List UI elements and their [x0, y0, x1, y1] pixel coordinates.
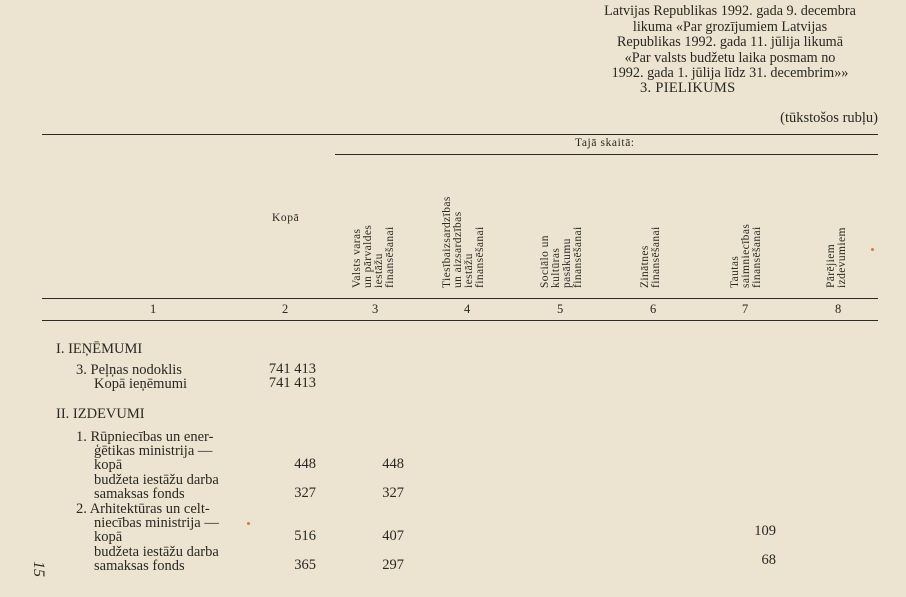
row-label: Kopā ieņēmumi	[94, 376, 188, 392]
fund-label-line: samaksas fonds	[94, 558, 185, 574]
col-header-6: Zinātnes finansēšanai	[639, 226, 662, 288]
row-label: 3. Peļņas nodoklis	[76, 362, 182, 378]
fund-label-line: samaksas fonds	[94, 486, 185, 502]
units-note: (tūkstošos rubļu)	[780, 110, 878, 126]
row-total: 741 413	[268, 361, 316, 377]
fund-total: 327	[294, 485, 316, 501]
page-number: 15	[30, 561, 47, 577]
fund-label-line: budžeta iestāžu darba	[94, 472, 219, 488]
item-total: 448	[294, 456, 316, 472]
col-number: 5	[557, 302, 564, 316]
ink-speck	[871, 248, 874, 251]
table-top-rule	[42, 134, 878, 135]
group-header-rule	[335, 154, 878, 155]
col-header-4: Tiesībaizsardzības un aizsardzības iestāžu finansēšanai	[441, 196, 486, 288]
header-bottom-rule	[42, 298, 878, 299]
fund-col3: 327	[382, 485, 404, 501]
section-title-income: I. IEŅĒMUMI	[56, 341, 143, 357]
document-heading	[560, 4, 900, 82]
row-total: 741 413	[268, 375, 316, 391]
appendix-label: 3. PIELIKUMS	[640, 80, 736, 96]
col-header-7: Tautas saimniecības finansēšanai	[729, 223, 763, 288]
col-number: 7	[742, 302, 749, 316]
col-number: 8	[835, 302, 842, 316]
col-number: 3	[372, 302, 379, 316]
item-label-line: 1. Rūpniecības un ener-	[76, 429, 214, 445]
colnum-bottom-rule	[42, 320, 878, 321]
col-header-5: Sociālo un kultūras pasākumu finansēšanai	[539, 226, 584, 288]
ink-speck	[247, 522, 250, 525]
col-number: 4	[464, 302, 471, 316]
col-header-3: Valsts varas un pārvaldes iestāžu finansēšanai	[351, 224, 396, 288]
item-total: 516	[294, 528, 316, 544]
fund-col3: 297	[382, 557, 404, 573]
heading-line: «Par valsts budžetu laika posmam no	[624, 49, 836, 66]
col-number: 6	[650, 302, 657, 316]
fund-total: 365	[294, 557, 316, 573]
item-col3: 448	[382, 456, 404, 472]
heading-line: Republikas 1992. gada 11. jūlija likumā	[616, 34, 844, 50]
col-number: 1	[150, 302, 157, 316]
item-label-line: 2. Arhitektūras un celt-	[76, 501, 210, 517]
item-label-line: kopā	[94, 529, 123, 545]
item-label-line: kopā	[94, 457, 123, 473]
fund-col7: 68	[761, 552, 776, 568]
section-title-expense: II. IZDEVUMI	[56, 406, 145, 422]
col-header-8: Pārējiem izdevumiem	[825, 227, 848, 288]
item-col7: 109	[754, 523, 776, 539]
col-header-total: Kopā	[272, 212, 300, 224]
heading-line: 1992. gada 1. jūlija līdz 31. decembrim»»	[611, 65, 849, 81]
fund-label-line: budžeta iestāžu darba	[94, 544, 219, 560]
col-number: 2	[282, 302, 289, 316]
item-label-line: ģētikas ministrija —	[94, 443, 213, 459]
heading-line: Latvijas Republikas 1992. gada 9. decembra	[604, 3, 856, 19]
item-col3: 407	[382, 528, 404, 544]
group-header: Tajā skaitā:	[575, 137, 635, 149]
heading-line: likuma «Par grozījumiem Latvijas	[632, 18, 828, 35]
item-label-line: niecības ministrija —	[94, 515, 219, 531]
